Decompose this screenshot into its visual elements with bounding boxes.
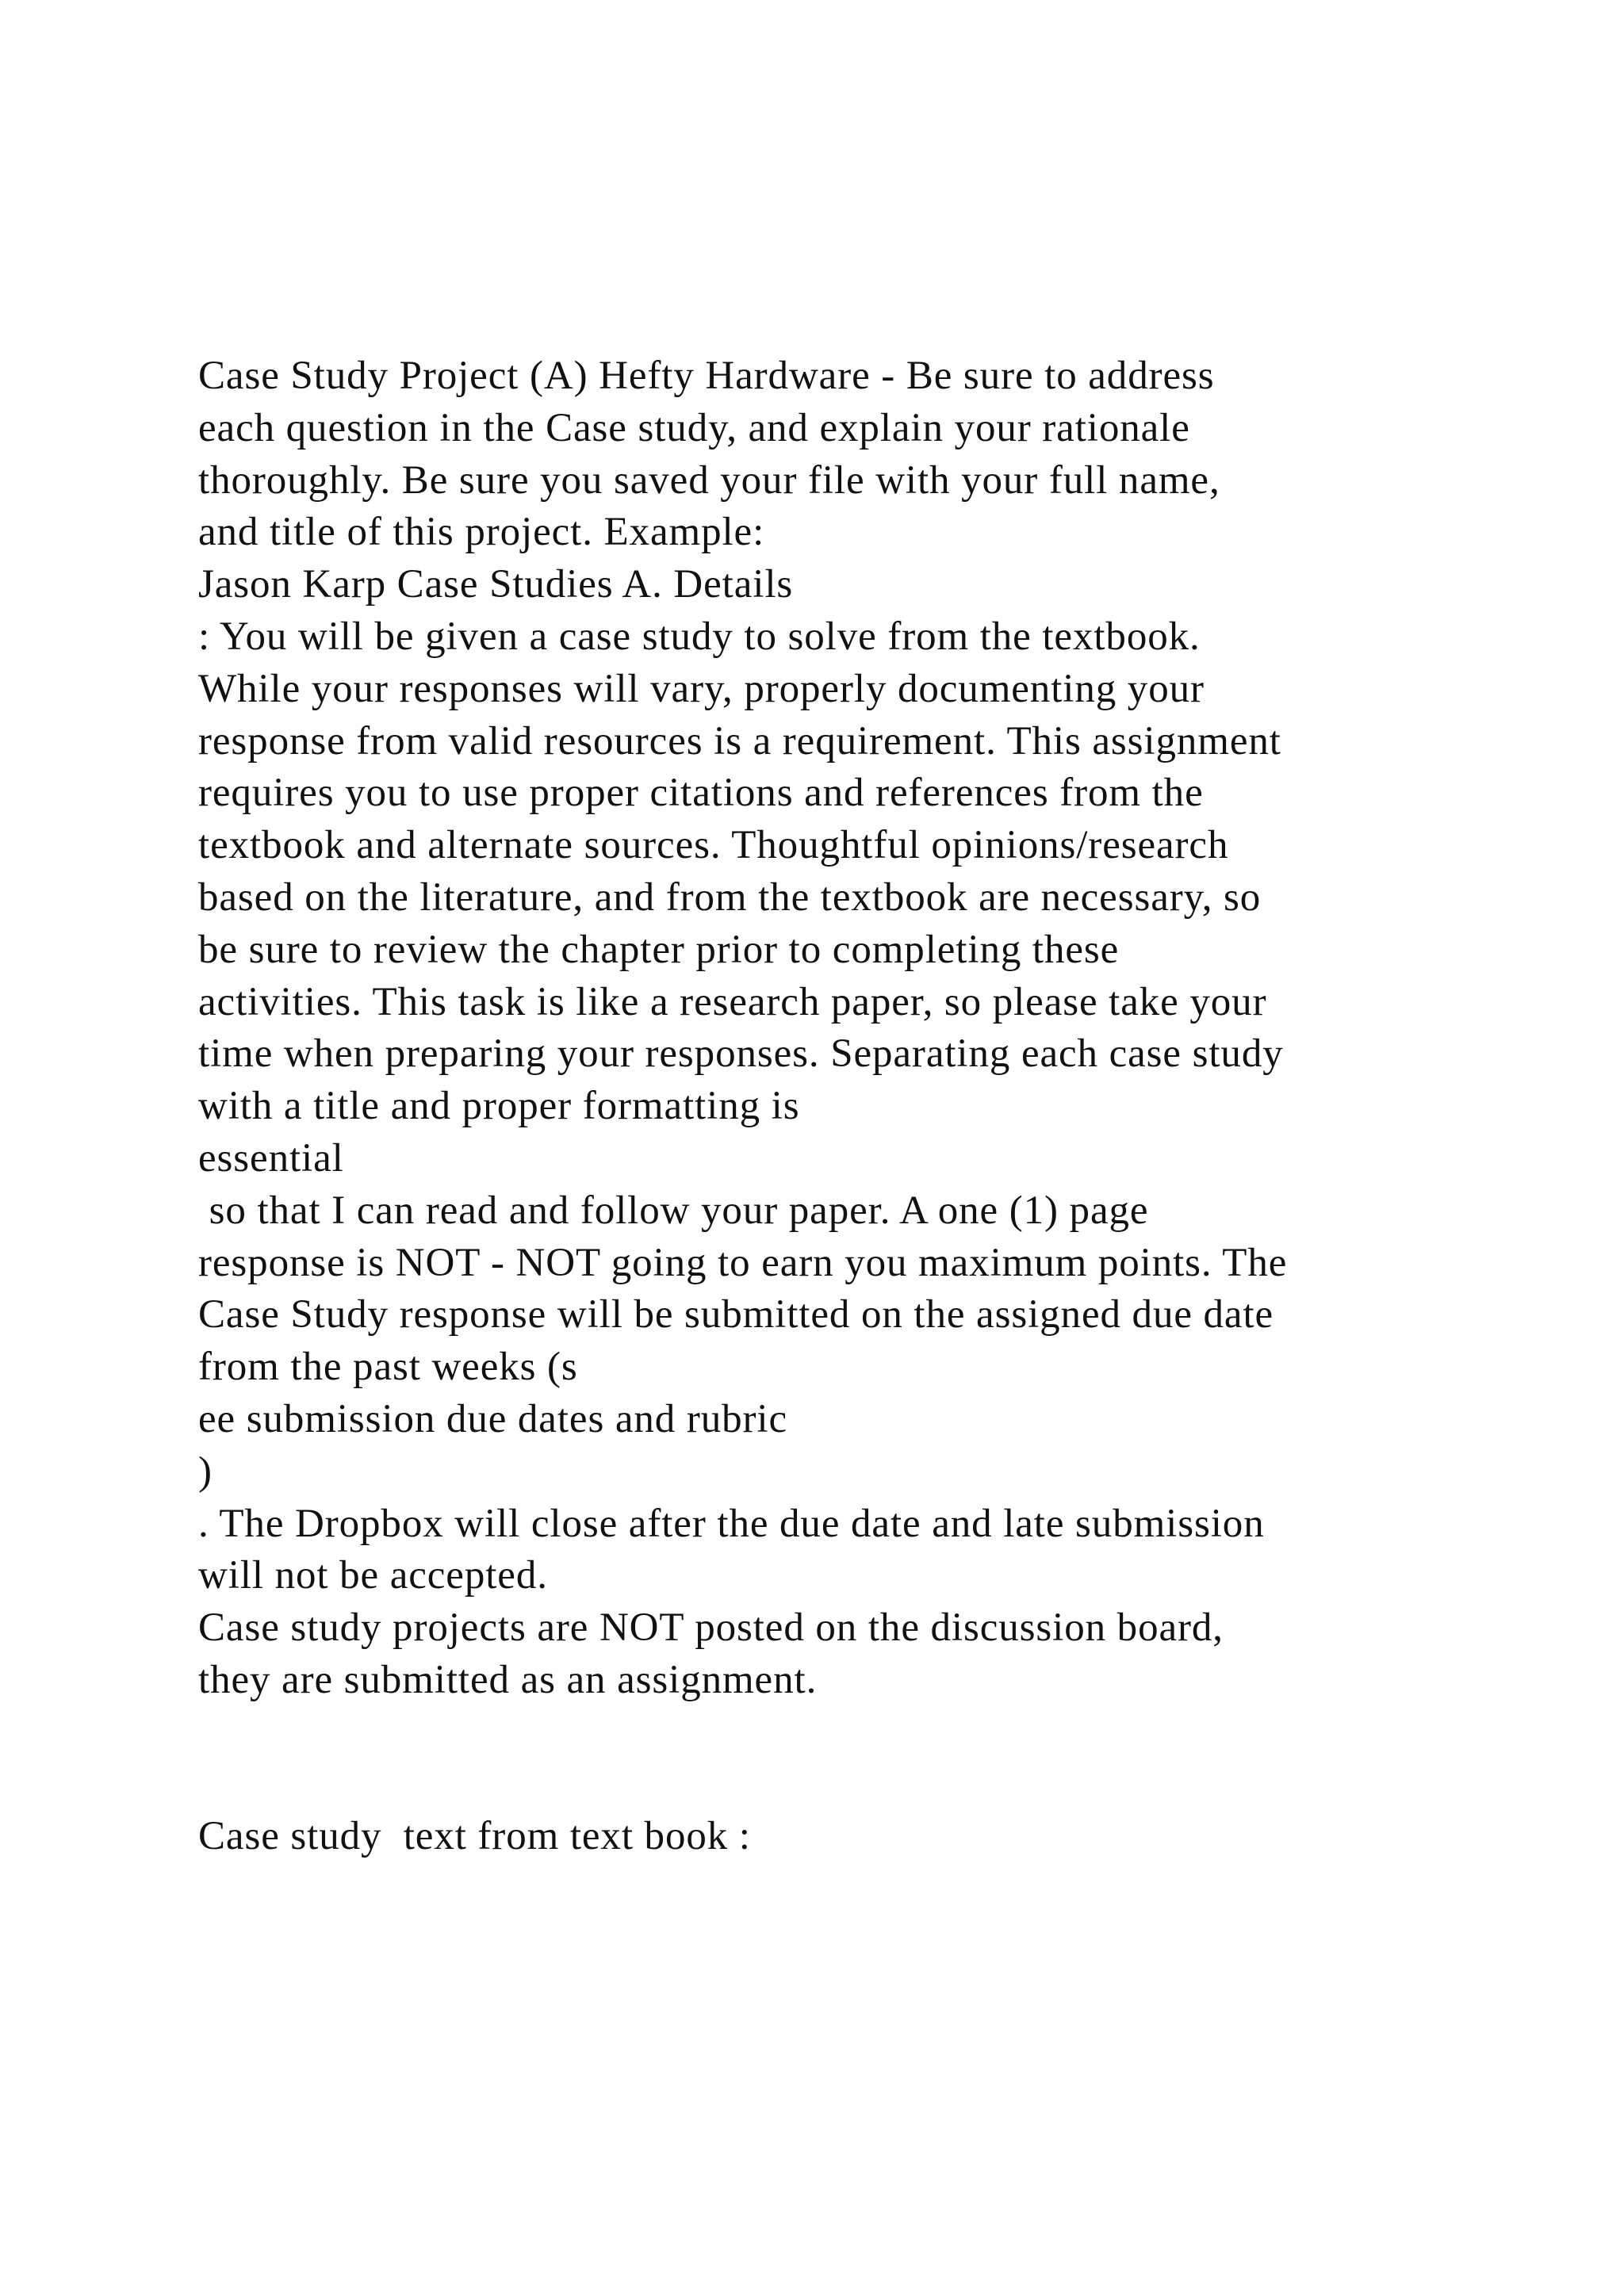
document-body [198, 350, 1546, 1863]
blank-line [198, 1707, 1546, 1759]
text-line: Case Study response will be submitted on the assigned due date [198, 1292, 1274, 1337]
text-line: based on the literature, and from the textbook are necessary, so [198, 874, 1262, 920]
text-line: requires you to use proper citations and references from the [198, 771, 1204, 816]
text-line: ) [198, 1448, 213, 1494]
text-line: essential [198, 1135, 344, 1181]
text-line: from the past weeks (s [198, 1345, 578, 1390]
text-line: While your responses will vary, properly documenting your [198, 666, 1205, 711]
text-line: will not be accepted. [198, 1553, 548, 1598]
blank-line [198, 1759, 1546, 1812]
text-line: : You will be given a case study to solve from the textbook. [198, 614, 1201, 659]
text-line: with a title and proper formatting is [198, 1084, 800, 1129]
text-line: and title of this project. Example: [198, 510, 765, 555]
text-line: . The Dropbox will close after the due date and late submission [198, 1501, 1265, 1546]
text-line: time when preparing your responses. Separating each case study [198, 1031, 1284, 1077]
text-line: Case study text from text book : [198, 1814, 751, 1859]
text-line: ee submission due dates and rubric [198, 1396, 788, 1441]
text-line: activities. This task is like a research paper, so please take your [198, 979, 1267, 1024]
text-line: Case study projects are NOT posted on the discussion board, [198, 1605, 1224, 1651]
text-line: so that I can read and follow your paper. A one (1) page [198, 1188, 1149, 1233]
text-line: response is NOT - NOT going to earn you maximum points. The [198, 1240, 1288, 1285]
text-line: Jason Karp Case Studies A. Details [198, 562, 794, 607]
text-line: they are submitted as an assignment. [198, 1657, 818, 1702]
text-line: each question in the Case study, and explain your rationale [198, 405, 1190, 450]
text-line: textbook and alternate sources. Thoughtful opinions/research [198, 823, 1229, 868]
text-line: Case Study Project (A) Hefty Hardware - Be sure to address [198, 354, 1215, 398]
text-line: response from valid resources is a requirement. This assignment [198, 718, 1281, 763]
text-line: thoroughly. Be sure you saved your file with your full name, [198, 457, 1220, 503]
text-line: be sure to review the chapter prior to completing these [198, 927, 1120, 972]
